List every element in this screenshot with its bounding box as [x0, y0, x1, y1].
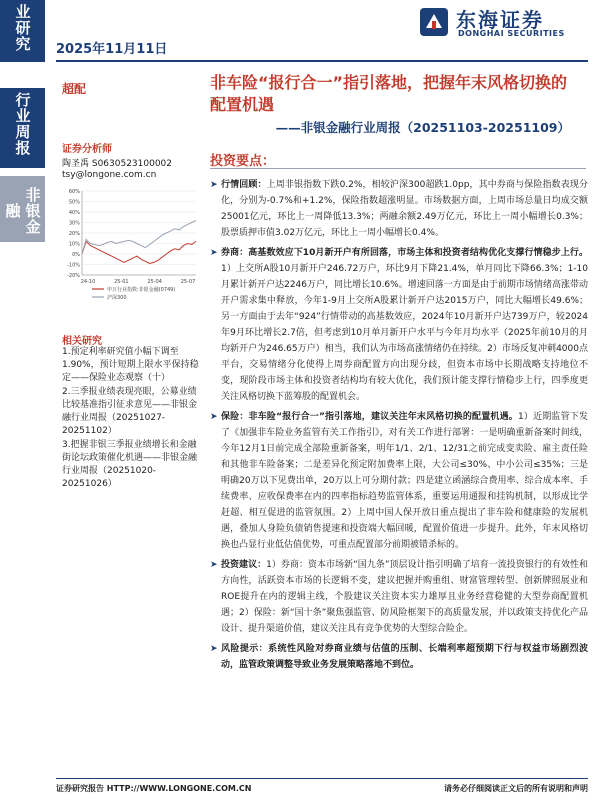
arrow-icon: ➤	[210, 248, 218, 258]
header-divider	[56, 60, 588, 62]
side-tab-weekly: 行业周报	[0, 88, 45, 168]
related-item[interactable]: 2.三季报业绩表现亮眼，公募业绩比较基准指引征求意见——非银金融行业周报（20251027-20251102）	[62, 387, 198, 436]
arrow-icon: ➤	[210, 644, 218, 654]
chart-y-tick-label: -20%	[67, 273, 80, 279]
report-subtitle: ——非银金融行业周报（20251103-20251109）	[275, 120, 570, 135]
chart-x-tick-label: 25-04	[147, 279, 162, 285]
key-point-text: 1）近期监管下发了《加强非车险业务监管有关工作指引》，对有关工作进行部署：一是明确重新备案时间线，今年12月1日前完成全部险重新备案，明年1/1、2/1、12/31之前完成变卖险、雇主责任险和其他非车险备案；二是差异化预定附加费率上限，大公司≤30%、中小公司≤35%；三是明确20万以下见费出单，20万以上可分期付款；四是建立函涵综合费用率、综合成本率、手续费率、应收保费率在内的四率指标趋势监管体系，重要运用通报和挂钩机制，以形成比学赶超、相互促进的监管氛围。2）上周中国人保开放日重点提出了非车险和健康险的发展机遇，叠加人身险负债销售提速和投资端大幅回暖，配置价值进一步提升。此外，年末风格切换也凸显行业低估值优势，可重点配置部分前期被错杀标的。	[221, 412, 588, 550]
chart-legend-label: 沪深300	[107, 295, 127, 301]
arrow-icon: ➤	[210, 180, 218, 190]
chart-y-tick-label: 20%	[68, 231, 80, 237]
logo-text-en: DONGHAI SECURITIES	[458, 29, 565, 38]
chart-x-tick-label: 24-10	[80, 279, 96, 285]
chart-y-tick-label: -10%	[67, 262, 80, 269]
key-points-list	[210, 177, 588, 677]
chart-y-tick-label: 40%	[68, 210, 80, 216]
chart-series-line	[82, 220, 196, 254]
footer-disclaimer: 请务必仔细阅读正文后的所有说明和声明	[444, 784, 588, 793]
analyst-heading: 证券分析师	[62, 144, 112, 155]
key-point-text: 1）券商：资本市场新“国九条”顶层设计指引明确了培育一流投资银行的有效性和方向性，活跃资本市场的长逻辑不变，建议把握并购重组、财富管理转型、创新牌照展业和ROE提升在内的逻辑主线，个股建议关注资本实力雄厚且业务经营稳健的大型券商配置机遇；2）保险：新“国十条”聚焦强监管、防风险框架下的高质量发展，并以政策支持优化产品设计、提升渠道价值，建议关注具有竞争优势的大型综合险企。	[221, 560, 588, 634]
footer-divider	[56, 778, 588, 779]
key-points-heading: 投资要点：	[210, 154, 276, 169]
chart-y-tick-label: 10%	[68, 241, 80, 248]
chart-y-tick-label: 0%	[72, 252, 80, 258]
left-sidebar	[0, 0, 45, 800]
chart-legend-label: 申万行业指数:非银金融(0749)	[107, 287, 176, 293]
logo-icon	[418, 6, 450, 38]
key-point-lead: 券商：高基数效应下10月新开户有所回落，市场主体和投资者结构优化支撑行情稳步上行。	[221, 248, 588, 258]
arrow-icon: ➤	[210, 412, 218, 422]
company-logo	[418, 4, 588, 44]
analyst-name: 陶圣禹 S0630523100002	[62, 159, 173, 169]
key-point-lead: 风险提示：系统性风险对券商业绩与估值的压制、长端利率超预期下行与权益市场剧烈波动，监管政策调整导致业务发展策略落地不到位。	[221, 644, 588, 670]
related-item[interactable]: 3.把握非银三季报业绩增长和金融街论坛政策催化机遇——非银金融行业周报（20251020-20251026）	[62, 440, 198, 489]
key-point	[210, 641, 588, 673]
chart-x-tick-label: 25-07	[180, 279, 196, 285]
side-tab-sector: 非银金融	[0, 176, 45, 242]
related-research-list	[62, 346, 200, 492]
related-research-heading: 相关研究	[62, 336, 102, 347]
key-point-text: 上周非银指数下跌0.2%，相较沪深300超跌1.0pp，其中券商与保险指数表现分化，分别为-0.7%和+1.2%，保险指数超涨明显。市场数据方面，上周市场总量日均成交额25001亿元，环比上一周降低13.3%；两融余额2.49万亿元，环比上一周小幅增长0.3%；股票质押市值3.02万亿元，环比上一周小幅增长0.4%。	[221, 180, 588, 238]
rating-badge: 超配	[62, 82, 87, 96]
side-tab-research: 业研究	[0, 0, 45, 62]
related-item[interactable]: 1.预定利率研究值小幅下调至1.90%，预计短期上限水平保持稳定——保险业态观察（十）	[62, 347, 199, 383]
key-point	[210, 245, 588, 405]
logo-text-cn: 东海证券	[456, 8, 544, 32]
key-point-lead: 投资建议：	[221, 560, 267, 570]
key-point	[210, 409, 588, 553]
performance-chart	[60, 185, 200, 315]
key-point	[210, 557, 588, 637]
chart-y-tick-label: 30%	[68, 220, 80, 227]
key-points-divider	[210, 168, 586, 169]
key-point-text: 1）上交所A股10月新开户246.72万户，环比9月下降21.4%，单月同比下降66.3%；1-10月累计新开户达2246万户，同比增长10.6%。增速回落一方面是由于前期市场情绪高涨带动开户需求集中释放，今年1-9月上交所A股累计新开户达2015万户，同比大幅增长49.6%；另一方面由于去年“924”行情带动的高基数效应，2024年10月新开户达739万户，较2024年9月环比增长2.7倍，但考虑到10月单月新开户水平与今年月均水平（2025年前10月的月均新开户为246.65万户）相当，我们认为市场高涨情绪仍在持续。2）市场反复冲刺4000点平台，交易情绪分化使得上周券商配置方向出现分歧，但资本市场中长期战略支持地位不变，现阶段市场主体和投资者结构均有较大优化，我们预计能支撑行情稳步上行，四季度更关注风格切换下蓝筹股的配置机会。	[221, 264, 588, 402]
performance-chart-svg	[60, 185, 200, 315]
report-title: 非车险“报行合一”指引落地，把握年末风格切换的配置机遇	[210, 73, 568, 114]
footer-left: 证券研究报告 HTTP://WWW.LONGONE.COM.CN	[56, 784, 252, 793]
analyst-email: tsy@longone.com.cn	[62, 170, 157, 180]
key-point	[210, 177, 588, 241]
key-point-lead: 保险：非车险“报行合一”指引落地，建议关注年末风格切换的配置机遇。	[221, 412, 518, 422]
chart-y-tick-label: 50%	[68, 199, 80, 206]
chart-x-tick-label: 25-01	[114, 279, 129, 285]
chart-y-tick-label: 60%	[68, 189, 80, 195]
report-date: 2025年11月11日	[56, 42, 168, 57]
arrow-icon: ➤	[210, 560, 218, 570]
key-point-lead: 行情回顾：	[221, 180, 267, 190]
